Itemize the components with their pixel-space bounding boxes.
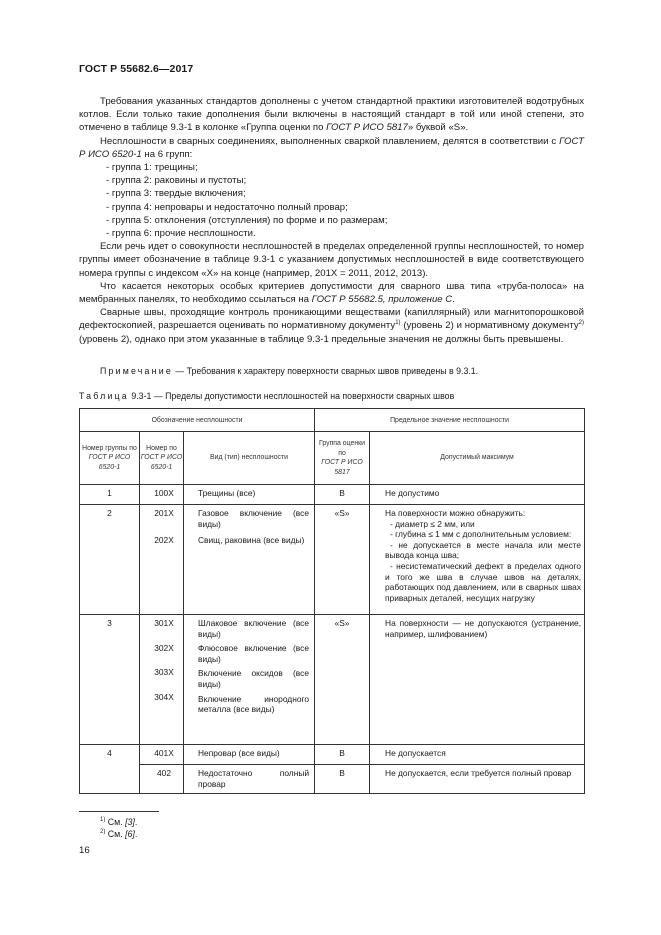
cell-type: Трещины (все) (184, 485, 315, 505)
cell-group: 2 (80, 505, 140, 615)
footnote-ref[interactable]: [6] (125, 829, 135, 839)
column-header-eval-group: Группа оценки по ГОСТ Р ИСО 5817 (315, 432, 370, 485)
group-list-item: - группа 5: отклонения (отступления) по форме и по размерам; (106, 214, 388, 226)
paragraph-group-index: Если речь идет о совокупности несплошностей в пределах определенной группы несплошностей, то номер группы имеет обозначение в таблице 9.3-1 с указанием допустимых несплошностей в виде соответствующего номера группы с индексом «X» на конце (например, 201X = 2011, 2012, 2013). (79, 241, 584, 279)
cell-eval: В (315, 485, 370, 505)
table-row (80, 615, 585, 745)
cell-eval: «S» (315, 615, 370, 745)
column-header-number: Номер по ГОСТ Р ИСО 6520-1 (140, 432, 184, 485)
cell-code: 401X (140, 745, 184, 765)
paragraph-groups-intro: Несплошности в сварных соединениях, выполненных сваркой плавлением, делятся в соответствии с ГОСТ Р ИСО 6520-1 на 6 групп: (79, 135, 584, 160)
note: Примечание — Требования к характеру поверхности сварных швов приведены в 9.3.1. (100, 366, 479, 376)
ref-gost-6520: ГОСТ Р ИСО 6520-1 (79, 135, 584, 160)
paragraph-testing: Сварные швы, проходящие контроль проникающими веществами (капиллярный) или магнитопорошковой дефектоскопией, разрешается оценивать по нормативному документу$^{1)}$ (уровень 2) и нормативному документу$^{2)}$ (уровень 2), однако при этом указанные в таблице 9.3-1 предельные значения не должны быть превышены. (79, 307, 584, 345)
paragraph-standards: Требования указанных стандартов дополнены с учетом стандартной практики изготовителей водотрубных котлов. Если только такие дополнения были включены в настоящий стандарт в той или иной степени, это отмечено в таблице 9.3-1 в колонке «Группа оценки по ГОСТ Р ИСО 5817» буквой «S». (79, 96, 584, 134)
footnote-2: $^{2)}$ См. [6]. (100, 829, 138, 839)
cell-code: 100X (140, 485, 184, 505)
footnote-ref[interactable]: [3] (125, 817, 135, 827)
footnote-1: $^{1)}$ См. [3]. (100, 817, 138, 827)
group-list-item: - группа 6: прочие несплошности. (106, 228, 256, 240)
ref-gost-5817: ГОСТ Р ИСО 5817 (326, 122, 408, 134)
cell-code: 301X 302X 303X 304X (140, 615, 184, 745)
column-header-group-number: Номер группы по ГОСТ Р ИСО 6520-1 (80, 432, 140, 485)
cell-group: 4 (80, 745, 140, 794)
cell-group: 1 (80, 485, 140, 505)
cell-type: Непровар (все виды) (184, 745, 315, 765)
group-list-item: - группа 2: раковины и пустоты; (106, 175, 247, 187)
document-header: ГОСТ Р 55682.6—2017 (79, 63, 194, 75)
paragraph-membrane-panels: Что касается некоторых особых критериев допустимости для сварного шва типа «труба-полоса» на мембранных панелях, то необходимо ссылаться на ГОСТ Р 55682.5, приложение С. (79, 280, 584, 306)
table-row (80, 765, 585, 794)
cell-type: Недостаточно полный провар (184, 765, 315, 794)
cell-group: 3 (80, 615, 140, 745)
cell-limit: На поверхности можно обнаружить: - диаметр ≤ 2 мм, или - глубина ≤ 1 мм с дополнительным условием: - не допускается в месте начала или месте вывода конца шва; - несистематический дефект в пределах одного и того же шва в случае швов на деталях, работающих под давлением, или в сварных швах приварных деталей, несущих нагрузку (370, 505, 585, 615)
cell-eval: «S» (315, 505, 370, 615)
group-header-designation: Обозначение несплошности (80, 409, 315, 432)
table-caption: Таблица 9.3-1 — Пределы допустимости несплошностей на поверхности сварных швов (79, 391, 455, 401)
table-row (80, 505, 585, 615)
footnote-separator (79, 811, 159, 812)
column-header-type: Вид (тип) несплошности (184, 432, 315, 485)
footnote-mark[interactable]: 1) (395, 320, 401, 327)
cell-eval: В (315, 765, 370, 794)
column-header-max: Допустимый максимум (370, 432, 585, 485)
tolerance-table (79, 408, 585, 794)
body-text (79, 95, 584, 346)
cell-code: 402 (140, 765, 184, 794)
table-row (80, 745, 585, 765)
cell-limit: Не допустимо (370, 485, 585, 505)
cell-type: Шлаковое включение (все виды) Флюсовое включение (все виды) Включение оксидов (все виды) Включение инородного металла (все виды) (184, 615, 315, 745)
cell-code: 201X 202X (140, 505, 184, 615)
footnote-mark[interactable]: 2) (578, 320, 584, 327)
group-header-limit: Предельное значение несплошности (315, 409, 585, 432)
cell-limit: Не допускается, если требуется полный провар (370, 765, 585, 794)
group-list-item: - группа 1: трещины; (106, 162, 198, 174)
ref-gost-55682-5: ГОСТ Р 55682.5, приложение С (311, 294, 453, 306)
cell-type: Газовое включение (все виды) Свищ, раковина (все виды) (184, 505, 315, 615)
group-list-item: - группа 4: непровары и недостаточно полный провар; (106, 201, 348, 213)
group-list-item: - группа 3: твердые включения; (106, 188, 246, 200)
table-row (80, 485, 585, 505)
cell-eval: В (315, 745, 370, 765)
page-number: 16 (79, 845, 90, 856)
cell-limit: Не допускается (370, 745, 585, 765)
cell-limit: На поверхности — не допускаются (устранение, например, шлифованием) (370, 615, 585, 745)
